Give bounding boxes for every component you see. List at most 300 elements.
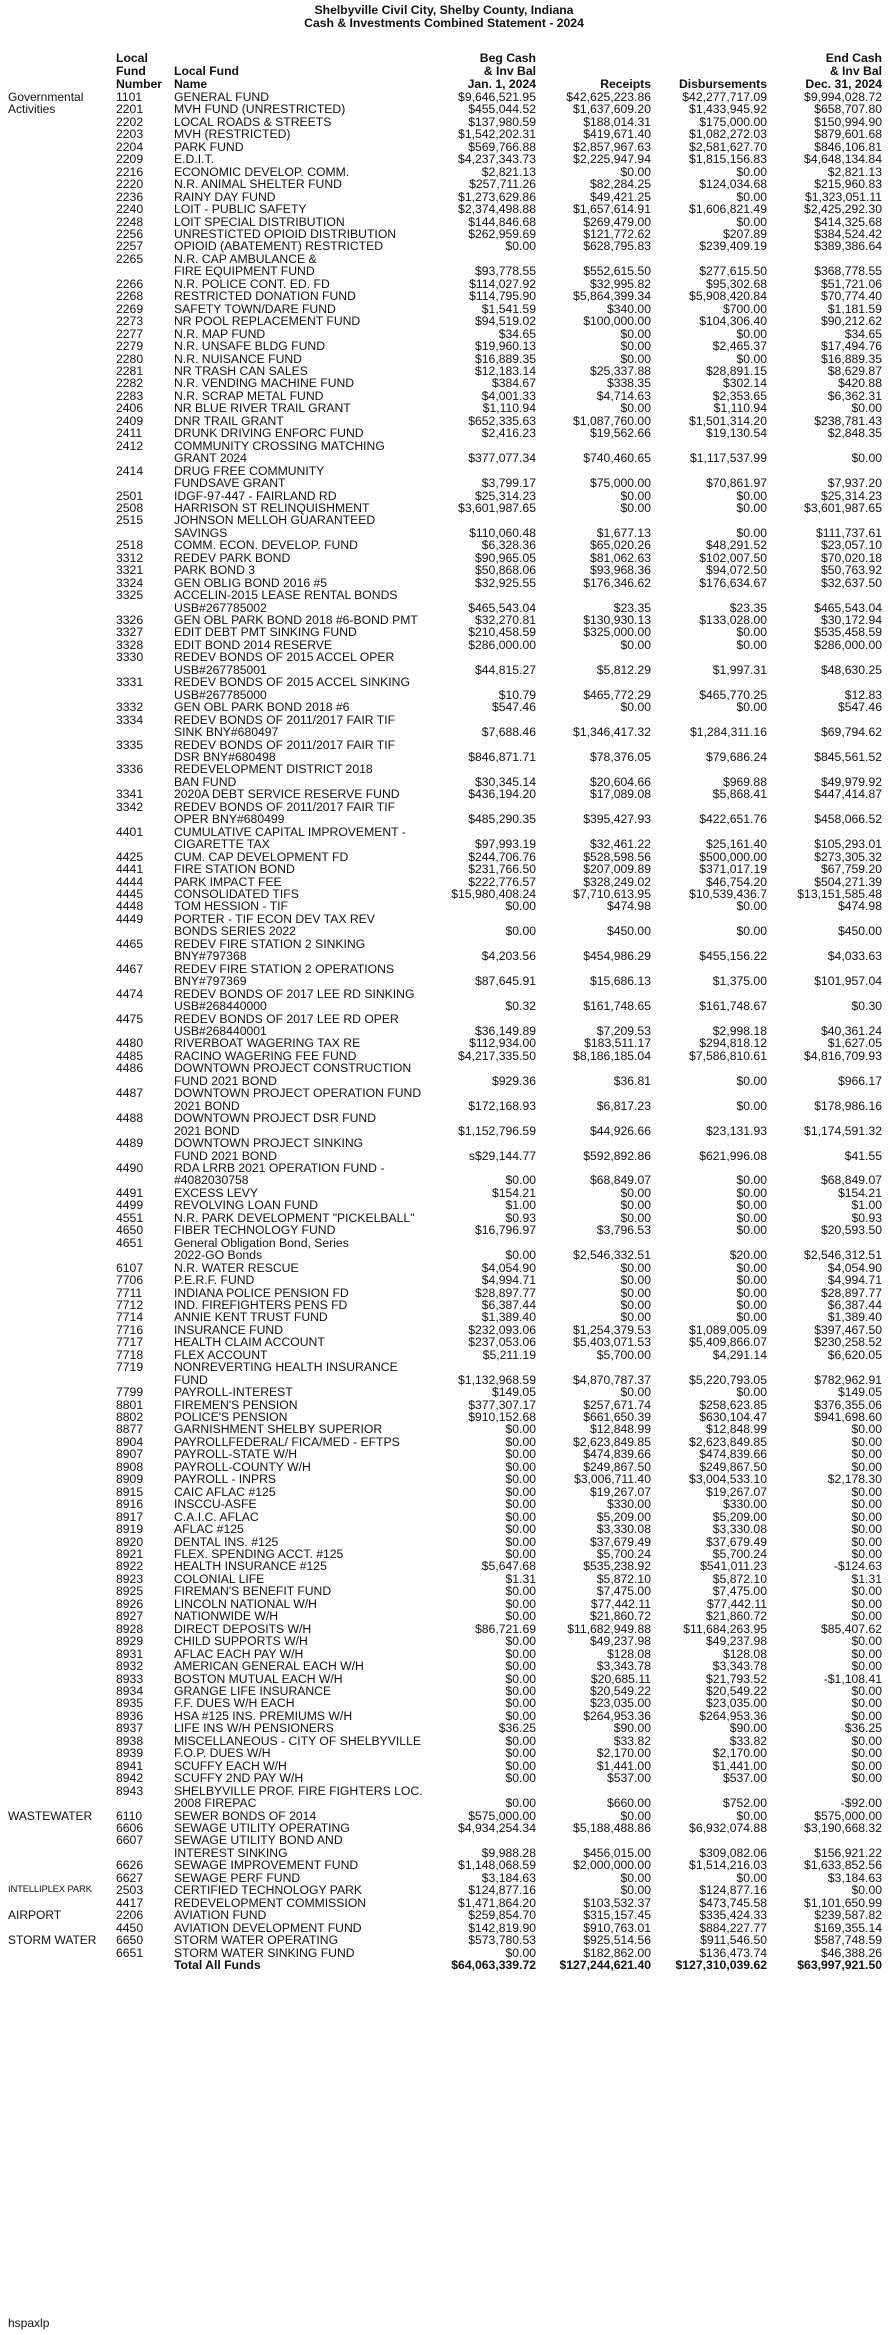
fund-name-cell: SAFETY TOWN/DARE FUND (174, 301, 336, 316)
beginning-balance-cell: $12,183.14 (475, 363, 536, 378)
disbursements-cell: $1,606,821.49 (689, 202, 767, 217)
fund-number-cell: 2256 (116, 226, 144, 241)
receipts-cell: $188,014.31 (583, 114, 651, 129)
fund-number-cell: 4445 (116, 887, 144, 901)
activity-cell (8, 1237, 116, 1249)
beginning-balance-cell: $5,211.19 (482, 1347, 536, 1362)
receipts-cell (536, 651, 651, 663)
beginning-balance-cell: $0.00 (505, 1796, 536, 1811)
disbursements-cell: $371,017.19 (699, 862, 767, 877)
disbursements-cell: $0.00 (736, 637, 767, 652)
table-row (8, 1224, 880, 1236)
activity-cell (8, 614, 116, 626)
receipts-cell: $3,006,711.40 (573, 1472, 651, 1487)
ending-balance-cell: $420.88 (837, 376, 882, 391)
table-row (8, 539, 880, 551)
fund-name-cell: GENERAL FUND (174, 90, 270, 104)
fund-name-cell: DIRECT DEPOSITS W/H (174, 1621, 312, 1636)
fund-number-cell: 7718 (116, 1347, 144, 1362)
table-row (8, 975, 880, 987)
activity-cell (8, 1560, 116, 1572)
disbursements-cell: $0.00 (736, 1073, 767, 1088)
ending-balance-cell: $40,361.24 (821, 1023, 882, 1038)
activity-cell (8, 490, 116, 502)
disbursements-cell: $541,011.23 (700, 1559, 767, 1574)
ending-balance-cell: $0.00 (851, 1646, 882, 1661)
ending-balance-cell: $2,546,312.51 (804, 1248, 882, 1263)
ending-balance-cell: $782,962.91 (814, 1372, 882, 1387)
beginning-balance-cell: $4,994.71 (481, 1273, 536, 1288)
activity-cell (8, 589, 116, 601)
ending-balance-cell: $376,355.06 (814, 1397, 882, 1412)
beginning-balance-cell: $32,925.55 (475, 575, 536, 590)
ending-balance-cell: $286,000.00 (814, 637, 882, 652)
fund-name-cell: BNY#797369 (174, 974, 247, 989)
receipts-cell: $0.00 (620, 1870, 651, 1885)
activity-cell (8, 739, 116, 751)
fund-name-cell: 2022-GO Bonds (174, 1248, 263, 1263)
beginning-balance-cell: $6,328.36 (481, 538, 536, 553)
disbursements-cell: $0.00 (736, 1385, 767, 1400)
receipts-cell: $0.00 (620, 1260, 651, 1275)
disbursements-cell: $0.00 (736, 1285, 767, 1300)
ending-balance-cell: $238,781.43 (814, 413, 882, 428)
beginning-balance-cell: $4,054.90 (481, 1260, 536, 1275)
ending-balance-cell: $0.00 (851, 1733, 882, 1748)
beginning-balance-cell: $44,815.27 (475, 662, 536, 677)
activity-cell (8, 876, 116, 888)
fund-name-cell: REDEV BONDS OF 2011/2017 FAIR TIF (174, 799, 396, 814)
activity-cell (8, 763, 116, 775)
receipts-cell: $2,225,947.94 (573, 152, 651, 167)
fund-number-cell: 3341 (116, 787, 144, 802)
activity-cell (8, 1523, 116, 1535)
receipts-cell: $130,930.13 (583, 613, 651, 628)
activity-cell (8, 390, 116, 402)
fund-name-cell: IND. FIREFIGHTERS PENS FD (174, 1297, 348, 1312)
disbursements-cell: $500,000.00 (699, 849, 767, 864)
beginning-balance-cell: $0.00 (505, 1422, 536, 1437)
beginning-balance-cell: $0.00 (505, 1609, 536, 1624)
fund-name-cell: NR POOL REPLACEMENT FUND (174, 314, 361, 329)
table-row (8, 1884, 880, 1896)
activity-cell (8, 1747, 116, 1759)
activity-cell (8, 1710, 116, 1722)
receipts-cell: $592,892.86 (583, 1148, 651, 1163)
activity-cell (8, 1100, 116, 1112)
fund-number-cell: 3328 (116, 637, 144, 652)
disbursements-cell: $46,754.20 (706, 874, 767, 889)
ending-balance-cell: $0.00 (851, 1746, 882, 1761)
fund-name-cell: DRUG FREE COMMUNITY (174, 463, 325, 478)
beginning-balance-cell: $0.00 (505, 1459, 536, 1474)
ending-balance-cell (767, 1137, 882, 1149)
fund-number-cell: 8920 (116, 1534, 144, 1549)
beginning-balance-cell: $112,934.00 (469, 1036, 536, 1051)
beginning-balance-cell: $10.79 (498, 687, 536, 702)
receipts-cell: $93,968.36 (590, 563, 651, 578)
fund-number-cell: 8915 (116, 1484, 144, 1499)
table-row (8, 651, 880, 663)
beginning-balance-cell: $142,819.90 (468, 1920, 536, 1935)
activity-cell (8, 1249, 116, 1261)
receipts-cell: $17,089.08 (590, 787, 651, 802)
activity-cell (8, 1573, 116, 1585)
receipts-cell: $12,848.99 (590, 1422, 651, 1437)
receipts-cell: $395,427.93 (583, 812, 651, 827)
beginning-balance-cell: $93,778.55 (475, 264, 536, 279)
beginning-balance-cell: $0.00 (505, 1708, 536, 1723)
fund-number-cell: 4650 (116, 1223, 144, 1238)
beginning-balance-cell: $259,854.70 (468, 1908, 536, 1923)
ending-balance-cell: $846,106.81 (814, 139, 882, 154)
disbursements-cell: $0.00 (736, 1098, 767, 1113)
fund-number-cell: 7716 (116, 1322, 144, 1337)
ending-balance-cell: $0.00 (851, 1708, 882, 1723)
activity-cell (8, 751, 116, 763)
fund-name-cell: DSR BNY#680498 (174, 750, 276, 765)
receipts-cell: $100,000.00 (583, 314, 651, 329)
activity-cell (8, 1847, 116, 1859)
activity-cell (8, 1797, 116, 1809)
receipts-cell: $5,812.29 (596, 662, 651, 677)
fund-name-cell: FIBER TECHNOLOGY FUND (174, 1223, 336, 1238)
fund-number-cell (116, 975, 174, 987)
fund-name-cell: N.R. ANIMAL SHELTER FUND (174, 177, 342, 192)
ending-balance-cell: $70,774.40 (821, 289, 882, 304)
fund-name-cell: PORTER - TIF ECON DEV TAX REV (174, 911, 375, 926)
activity-cell (8, 1436, 116, 1448)
receipts-cell: $0.00 (620, 500, 651, 515)
activity-cell (8, 602, 116, 614)
ending-balance-cell (767, 676, 882, 688)
fund-number-cell: 2201 (116, 102, 144, 117)
table-row (8, 1062, 880, 1074)
receipts-cell: $419,671.40 (583, 127, 651, 142)
table-row (8, 315, 880, 327)
table-row (8, 477, 880, 489)
activity-cell (8, 1112, 116, 1124)
disbursements-cell: $90.00 (729, 1721, 767, 1736)
disbursements-cell: $0.00 (736, 1198, 767, 1213)
disbursements-cell: $0.00 (736, 189, 767, 204)
activity-cell (8, 315, 116, 327)
fund-name-cell: REDEV BONDS OF 2017 LEE RD SINKING (174, 986, 415, 1001)
activity-cell (8, 365, 116, 377)
receipts-cell: $182,862.00 (583, 1945, 651, 1960)
beginning-balance-cell: $6,387.44 (481, 1297, 536, 1312)
activity-cell (8, 128, 116, 140)
beginning-balance-cell: $172,168.93 (468, 1098, 536, 1113)
disbursements-cell: $1,501,314.20 (689, 413, 767, 428)
ending-balance-cell: $0.00 (851, 1584, 882, 1599)
ending-balance-cell: $49,979.92 (821, 774, 882, 789)
activity-cell (8, 1374, 116, 1386)
receipts-cell (536, 1112, 651, 1124)
beginning-balance-cell: $114,795.90 (469, 289, 536, 304)
fund-number-cell: 2518 (116, 538, 144, 553)
ending-balance-cell: $101,957.04 (814, 974, 882, 989)
table-row (8, 178, 880, 190)
beginning-balance-cell: $3,799.17 (481, 476, 536, 491)
table-row (8, 402, 880, 414)
receipts-cell: $661,650.39 (583, 1410, 651, 1425)
fund-number-cell: 4489 (116, 1136, 144, 1151)
beginning-balance-cell (419, 514, 536, 526)
fund-number-cell: 3330 (116, 650, 144, 665)
ending-balance-cell: $2,848.35 (827, 426, 882, 441)
disbursements-cell: $2,170.00 (712, 1746, 767, 1761)
table-row (8, 1523, 880, 1535)
activity-cell (8, 925, 116, 937)
beginning-balance-cell: $1,132,968.59 (458, 1372, 536, 1387)
fund-number-cell: 8942 (116, 1771, 144, 1786)
disbursements-cell: $969.88 (722, 774, 767, 789)
activity-cell (8, 1959, 116, 1971)
fund-number-cell: 8907 (116, 1447, 144, 1462)
fund-name-cell: REDEV PARK BOND (174, 550, 291, 565)
table-row (8, 1087, 880, 1099)
beginning-balance-cell: $0.00 (505, 1696, 536, 1711)
fund-name-cell: LOIT - PUBLIC SAFETY (174, 202, 307, 217)
fund-number-cell: 2236 (116, 189, 144, 204)
activity-cell (8, 776, 116, 788)
fund-name-cell: REVOLVING LOAN FUND (174, 1198, 319, 1213)
receipts-cell: $121,772.62 (583, 226, 651, 241)
ending-balance-cell: $6,387.44 (827, 1297, 882, 1312)
fund-number-cell: 4467 (116, 961, 144, 976)
table-row (8, 1386, 880, 1398)
receipts-cell: $5,700.00 (596, 1347, 651, 1362)
fund-name-cell: RAINY DAY FUND (174, 189, 276, 204)
fund-name-cell: N.R. CAP AMBULANCE & (174, 251, 317, 266)
activity-cell (8, 539, 116, 551)
fund-name-cell: #4082030758 (174, 1173, 249, 1188)
receipts-cell: $2,170.00 (596, 1746, 651, 1761)
ending-balance-cell: $504,271.39 (814, 874, 882, 889)
receipts-cell: $32,995.82 (590, 276, 651, 291)
activity-cell (8, 1423, 116, 1435)
table-row (8, 1585, 880, 1597)
ending-balance-cell: $68,849.07 (821, 1173, 882, 1188)
disbursements-cell: $5,868.41 (712, 787, 767, 802)
ending-balance-cell: $41.55 (844, 1148, 882, 1163)
ending-balance-cell: $4,054.90 (827, 1260, 882, 1275)
table-row (8, 1448, 880, 1460)
fund-number-cell: 2269 (116, 301, 144, 316)
receipts-cell: $20,549.22 (590, 1684, 651, 1698)
fund-name-cell: FIREMAN'S BENEFIT FUND (174, 1584, 332, 1599)
col-receipts: Receipts (600, 77, 651, 91)
receipts-cell: $1,254,379.53 (573, 1322, 651, 1337)
fund-name-cell: AMERICAN GENERAL EACH W/H (174, 1659, 364, 1674)
table-row (8, 701, 880, 713)
disbursements-cell: $537.00 (722, 1771, 767, 1786)
beginning-balance-cell: $0.00 (505, 1945, 536, 1960)
activity-cell (8, 278, 116, 290)
activity-cell (8, 1361, 116, 1373)
col-fund-number: Local Fund Number (116, 51, 163, 91)
fund-name-cell: REDEV FIRE STATION 2 SINKING (174, 936, 366, 951)
ending-balance-cell: $535,458.59 (814, 625, 882, 640)
ending-balance-cell (767, 1112, 882, 1124)
activity-cell (8, 1735, 116, 1747)
receipts-cell (536, 1087, 651, 1099)
disbursements-cell: $176,634.67 (699, 575, 767, 590)
disbursements-cell: $0.00 (736, 351, 767, 366)
receipts-cell: $1,657,614.91 (573, 202, 651, 217)
beginning-balance-cell: $16,889.35 (475, 351, 536, 366)
fund-name-cell: USB#267785002 (174, 600, 267, 615)
disbursements-cell: $48,291.52 (706, 538, 767, 553)
disbursements-cell: $249,867.50 (699, 1459, 767, 1474)
receipts-cell: $5,700.24 (596, 1547, 651, 1562)
fund-number-cell (116, 1174, 174, 1186)
disbursements-cell (651, 1112, 767, 1124)
fund-number-cell: 3332 (116, 700, 144, 715)
ending-balance-cell: $169,355.14 (814, 1920, 882, 1935)
beginning-balance-cell: $137,980.59 (468, 114, 536, 129)
fund-name-cell: AVIATION DEVELOPMENT FUND (174, 1920, 362, 1935)
fund-name-cell: LINCOLN NATIONAL W/H (174, 1596, 317, 1611)
activity-cell (8, 851, 116, 863)
fund-number-cell: 6110 (116, 1808, 143, 1823)
receipts-cell: $0.00 (620, 1285, 651, 1300)
beginning-balance-cell: $377,077.34 (468, 451, 536, 466)
fund-number-cell: 2279 (116, 339, 144, 354)
activity-cell (8, 1399, 116, 1411)
activity-cell (8, 477, 116, 489)
fund-number-cell: 8801 (116, 1397, 144, 1412)
fund-number-cell: 4475 (116, 1011, 144, 1026)
beginning-balance-cell: $19,960.13 (475, 339, 536, 354)
receipts-cell: $0.00 (620, 1297, 651, 1312)
fund-name-cell: PAYROLL-INTEREST (174, 1385, 293, 1400)
ending-balance-cell: $966.17 (837, 1073, 882, 1088)
ending-balance-cell: $368,778.55 (814, 264, 882, 279)
activity-cell (8, 1598, 116, 1610)
table-row (8, 925, 880, 937)
fund-number-cell: 4487 (116, 1086, 144, 1101)
receipts-cell: $20,685.11 (590, 1671, 651, 1686)
table-row (8, 1174, 880, 1186)
activity-cell (8, 1212, 116, 1224)
fund-number-cell: 8916 (116, 1497, 144, 1512)
receipts-cell: $44,926.66 (590, 1123, 651, 1138)
receipts-cell: $11,682,949.88 (567, 1621, 651, 1636)
fund-number-cell: 8934 (116, 1684, 144, 1698)
disbursements-cell: $127,310,039.62 (675, 1957, 767, 1972)
ending-balance-cell: $156,921.22 (814, 1845, 882, 1860)
beginning-balance-cell: $4,001.33 (481, 388, 536, 403)
fund-name-cell: MVH (RESTRICTED) (174, 127, 291, 142)
receipts-cell: $1,087,760.00 (573, 413, 651, 428)
activity-cell (8, 1125, 116, 1137)
activity-cell (8, 1187, 116, 1199)
receipts-cell: $474.98 (606, 899, 651, 914)
receipts-cell: $19,267.07 (590, 1484, 651, 1499)
ending-balance-cell: $16,889.35 (821, 351, 882, 366)
fund-name-cell: GRANGE LIFE INSURANCE (174, 1684, 332, 1698)
activity-cell: INTELLIPLEX PARK (8, 1884, 92, 1896)
fund-name-cell: SEWER BONDS OF 2014 (174, 1808, 317, 1823)
disbursements-cell: $20.00 (729, 1248, 767, 1263)
activity-cell (8, 1660, 116, 1672)
beginning-balance-cell: $0.00 (505, 1584, 536, 1599)
beginning-balance-cell: $231,766.50 (468, 862, 536, 877)
fund-number-cell: 4448 (116, 899, 144, 914)
ending-balance-cell: $9,994,028.72 (804, 90, 882, 104)
fund-number-cell: 2204 (116, 139, 144, 154)
ending-balance-cell: $70,020.18 (821, 550, 882, 565)
receipts-cell (536, 514, 651, 526)
fund-number-cell: 8935 (116, 1696, 144, 1711)
activity-cell (8, 116, 116, 128)
receipts-cell: $528,598.56 (583, 849, 651, 864)
fund-name-cell: HEALTH INSURANCE #125 (174, 1559, 327, 1574)
fund-number-cell: 2283 (116, 388, 144, 403)
beginning-balance-cell: $4,237,343.73 (458, 152, 536, 167)
receipts-cell: $37,679.49 (590, 1534, 651, 1549)
activity-cell (8, 377, 116, 389)
ending-balance-cell: $0.00 (851, 1547, 882, 1562)
disbursements-cell: $77,442.11 (706, 1596, 767, 1611)
receipts-cell: $68,849.07 (590, 1173, 651, 1188)
receipts-cell: $2,623,849.85 (573, 1434, 651, 1449)
fund-name-cell: SAVINGS (174, 525, 228, 540)
fund-name-cell: CONSOLIDATED TIFS (174, 887, 299, 901)
fund-name-cell: N.R. SCRAP METAL FUND (174, 388, 324, 403)
fund-number-cell: 2273 (116, 314, 144, 329)
fund-number-cell: 2257 (116, 239, 144, 254)
disbursements-cell: $330.00 (722, 1497, 767, 1512)
fund-number-cell: 6651 (116, 1945, 144, 1960)
receipts-cell: $6,817.23 (596, 1098, 651, 1113)
fund-name-cell: OPER BNY#680499 (174, 812, 285, 827)
fund-number-cell: 7799 (116, 1385, 144, 1400)
fund-name-cell: REDEV BONDS OF 2011/2017 FAIR TIF (174, 737, 396, 752)
fund-name-cell: COMMUNITY CROSSING MATCHING (174, 438, 385, 453)
fund-name-cell: FUND 2021 BOND (174, 1073, 277, 1088)
beginning-balance-cell: $0.00 (505, 1447, 536, 1462)
fund-name-cell: N.R. PARK DEVELOPMENT "PICKELBALL" (174, 1210, 415, 1225)
beginning-balance-cell: $0.00 (505, 1596, 536, 1611)
activity-cell (8, 1461, 116, 1473)
activity-cell (8, 265, 116, 277)
ending-balance-cell: $0.00 (851, 1534, 882, 1549)
table-row (8, 265, 880, 277)
ending-balance-cell: $36.25 (844, 1721, 882, 1736)
fund-number-cell (116, 925, 174, 937)
activity-cell (8, 1947, 116, 1959)
activity-cell (8, 153, 116, 165)
activity-cell (8, 1050, 116, 1062)
activity-cell: STORM WATER (8, 1933, 97, 1948)
fund-number-cell: 3321 (116, 563, 144, 578)
beginning-balance-cell: $0.00 (505, 1534, 536, 1549)
beginning-balance-cell: $257,711.26 (469, 177, 536, 192)
ending-balance-cell: $32,637.50 (821, 575, 882, 590)
receipts-cell: $176,346.62 (583, 575, 651, 590)
receipts-cell: $77,442.11 (590, 1596, 651, 1611)
beginning-balance-cell: $36,149.89 (475, 1023, 536, 1038)
fund-name-cell: FLEX ACCOUNT (174, 1347, 268, 1362)
beginning-balance-cell: $90,965.05 (475, 550, 536, 565)
disbursements-cell: $6,932,074.88 (689, 1820, 767, 1835)
fund-number-cell: 6627 (116, 1870, 144, 1885)
activity-cell (8, 1511, 116, 1523)
activity-cell (8, 1610, 116, 1622)
